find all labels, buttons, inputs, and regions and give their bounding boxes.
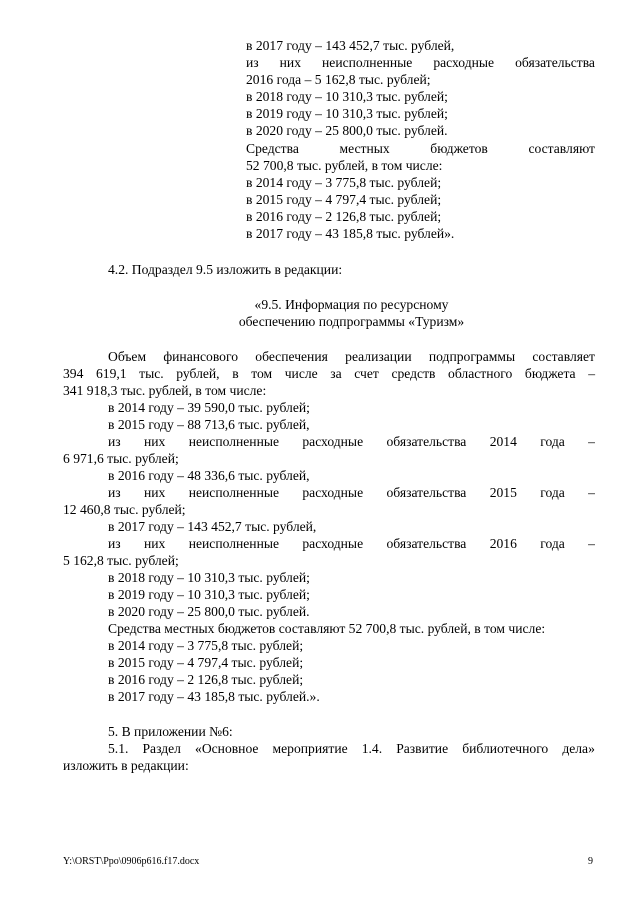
top-line-8: 52 700,8 тыс. рублей, в том числе: (246, 158, 443, 173)
top-line-2: из них неисполненные расходные обязательства (246, 55, 595, 70)
top-line-10: в 2015 году – 4 797,4 тыс. рублей; (246, 192, 442, 207)
year-2019-line: в 2019 году – 10 310,3 тыс. рублей; (108, 587, 310, 602)
local-2014-line: в 2014 году – 3 775,8 тыс. рублей; (108, 638, 304, 653)
top-line-4: в 2018 году – 10 310,3 тыс. рублей; (246, 89, 448, 104)
top-line-1: в 2017 году – 143 452,7 тыс. рублей, (246, 38, 455, 53)
body-p1-line-2: 394 619,1 тыс. рублей, в том числе за счет средств областного бюджета – (63, 366, 595, 381)
year-2016-line: в 2016 году – 48 336,6 тыс. рублей, (108, 468, 310, 483)
top-line-7: Средства местных бюджетов составляют (246, 141, 595, 156)
local-2017-line: в 2017 году – 43 185,8 тыс. рублей.». (108, 689, 320, 704)
body-p1-line-3: 341 918,3 тыс. рублей, в том числе: (63, 383, 267, 398)
year-2018-line: в 2018 году – 10 310,3 тыс. рублей; (108, 570, 310, 585)
local-2015-line: в 2015 году – 4 797,4 тыс. рублей; (108, 655, 304, 670)
section-heading-line-1: «9.5. Информация по ресурсному (254, 297, 449, 312)
obligations-2014-line: из них неисполненные расходные обязательства 2014 года – (108, 434, 595, 449)
top-line-3: 2016 года – 5 162,8 тыс. рублей; (246, 72, 431, 87)
obligations-2014-value: 6 971,6 тыс. рублей; (63, 451, 179, 466)
body-p1-line-1: Объем финансового обеспечения реализации подпрограммы составляет (108, 349, 595, 364)
year-2017-line: в 2017 году – 143 452,7 тыс. рублей, (108, 519, 317, 534)
top-line-9: в 2014 году – 3 775,8 тыс. рублей; (246, 175, 442, 190)
obligations-2015-line: из них неисполненные расходные обязательства 2015 года – (108, 485, 595, 500)
year-2014-line: в 2014 году – 39 590,0 тыс. рублей; (108, 400, 310, 415)
local-budgets-line: Средства местных бюджетов составляют 52 700,8 тыс. рублей, в том числе: (108, 621, 546, 636)
obligations-2015-value: 12 460,8 тыс. рублей; (63, 502, 186, 517)
page-number: 9 (588, 856, 593, 867)
footer-file-path: Y:\ORST\Ppo\0906p616.f17.docx (63, 856, 200, 867)
top-line-12: в 2017 году – 43 185,8 тыс. рублей». (246, 226, 455, 241)
item-5-1-line-2: изложить в редакции: (63, 758, 189, 773)
obligations-2016-value: 5 162,8 тыс. рублей; (63, 553, 179, 568)
year-2015-line: в 2015 году – 88 713,6 тыс. рублей, (108, 417, 310, 432)
item-5: 5. В приложении №6: (108, 724, 233, 739)
section-heading-line-2: обеспечению подпрограммы «Туризм» (238, 314, 465, 329)
obligations-2016-line: из них неисполненные расходные обязательства 2016 года – (108, 536, 595, 551)
top-line-11: в 2016 году – 2 126,8 тыс. рублей; (246, 209, 442, 224)
year-2020-line: в 2020 году – 25 800,0 тыс. рублей. (108, 604, 310, 619)
top-line-5: в 2019 году – 10 310,3 тыс. рублей; (246, 106, 448, 121)
top-line-6: в 2020 году – 25 800,0 тыс. рублей. (246, 123, 448, 138)
local-2016-line: в 2016 году – 2 126,8 тыс. рублей; (108, 672, 304, 687)
item-4-2: 4.2. Подраздел 9.5 изложить в редакции: (108, 262, 343, 277)
item-5-1-line-1: 5.1. Раздел «Основное мероприятие 1.4. Развитие библиотечного дела» (108, 741, 595, 756)
